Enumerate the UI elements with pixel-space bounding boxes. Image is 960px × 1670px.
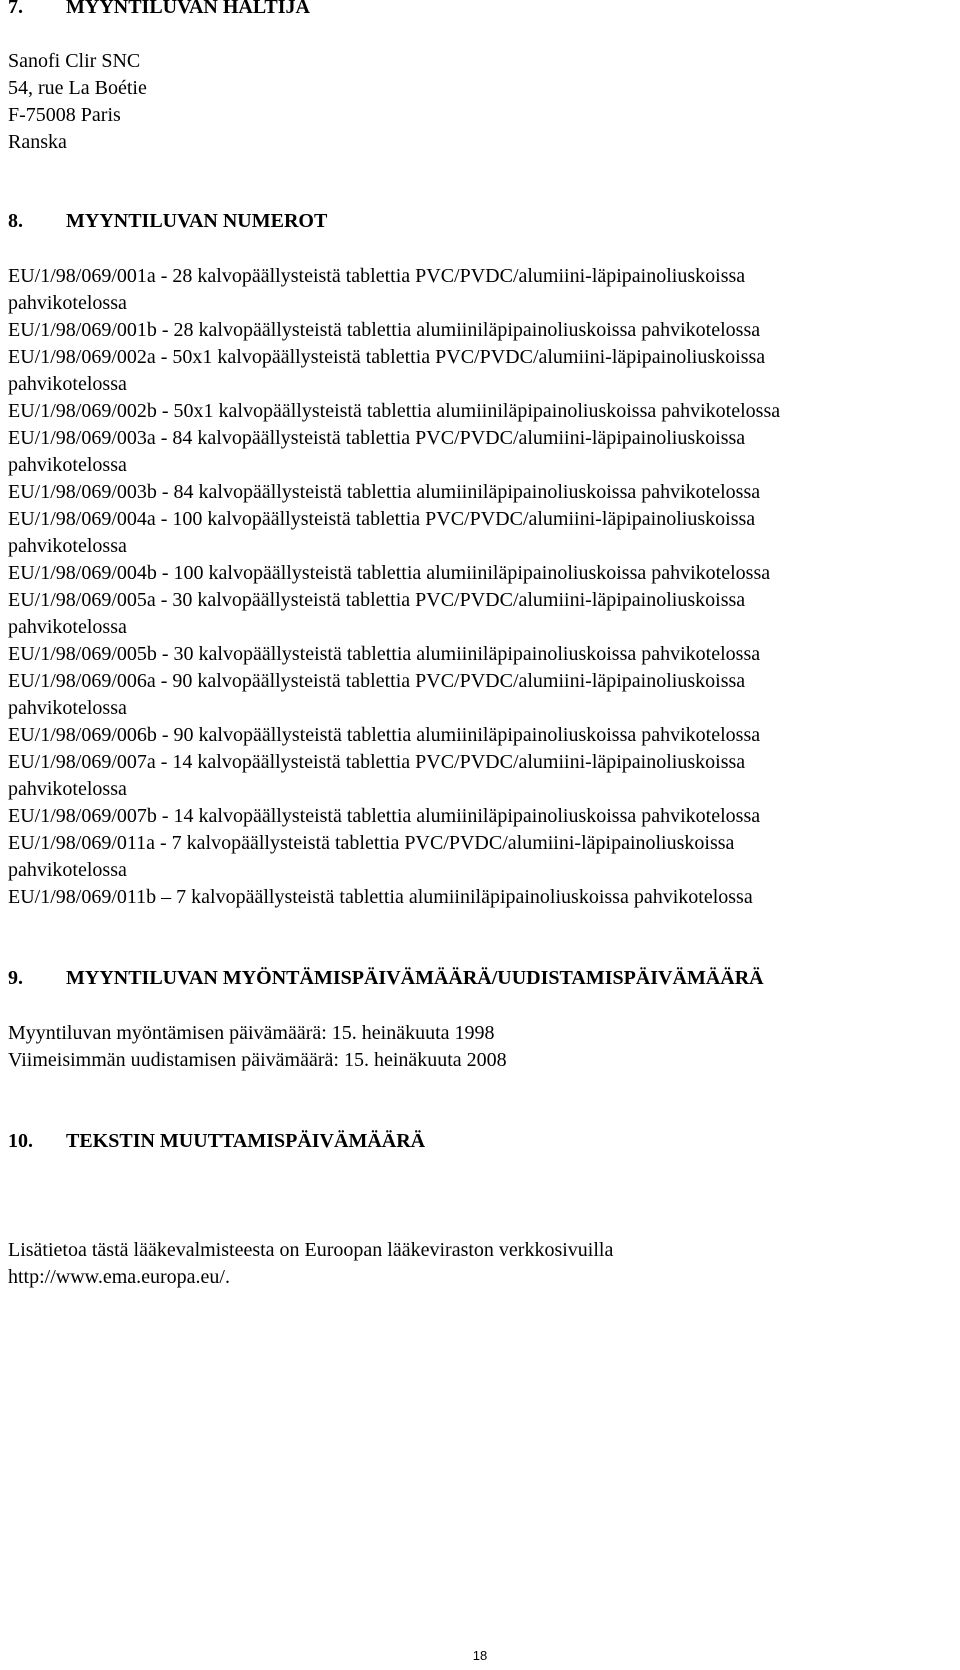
list-item — [8, 344, 938, 398]
list-item-text: EU/1/98/069/002b - 50x1 kalvopäällysteistä tablettia alumiiniläpipainoliuskoissa pahvikotelossa — [8, 400, 781, 422]
list-item-continuation: pahvikotelossa — [8, 292, 127, 314]
list-item — [8, 398, 938, 425]
section-7-number: 7. — [8, 0, 23, 18]
section-10-heading — [8, 1128, 938, 1155]
list-item-text: EU/1/98/069/003a - 84 kalvopäällysteistä tablettia PVC/PVDC/alumiini-läpipainoliuskoissa — [8, 427, 746, 449]
list-item-continuation: pahvikotelossa — [8, 454, 127, 476]
list-item-text: EU/1/98/069/005b - 30 kalvopäällysteistä tablettia alumiiniläpipainoliuskoissa pahvikotelossa — [8, 643, 761, 665]
list-item-continuation: pahvikotelossa — [8, 616, 127, 638]
more-information — [8, 1237, 938, 1291]
holder-country: Ranska — [8, 131, 67, 153]
list-item-text: EU/1/98/069/001a - 28 kalvopäällysteistä tablettia PVC/PVDC/alumiini-läpipainoliuskoissa — [8, 265, 746, 287]
section-8-title: MYYNTILUVAN NUMEROT — [66, 210, 328, 232]
list-item — [8, 479, 938, 506]
list-item-text: EU/1/98/069/001b - 28 kalvopäällysteistä tablettia alumiiniläpipainoliuskoissa pahvikotelossa — [8, 319, 761, 341]
renewal-date: Viimeisimmän uudistamisen päivämäärä: 15. heinäkuuta 2008 — [8, 1049, 507, 1071]
list-item — [8, 506, 938, 560]
section-9-heading — [8, 965, 938, 992]
holder-street: 54, rue La Boétie — [8, 77, 147, 99]
list-item — [8, 317, 938, 344]
ema-website-link[interactable]: http://www.ema.europa.eu/. — [8, 1266, 230, 1288]
list-item-text: EU/1/98/069/005a - 30 kalvopäällysteistä tablettia PVC/PVDC/alumiini-läpipainoliuskoissa — [8, 589, 746, 611]
section-8-number: 8. — [8, 210, 23, 232]
list-item-text: EU/1/98/069/011b – 7 kalvopäällysteistä tablettia alumiiniläpipainoliuskoissa pahvikotelossa — [8, 886, 753, 908]
section-7-heading — [8, 0, 938, 21]
list-item-continuation: pahvikotelossa — [8, 778, 127, 800]
list-item-text: EU/1/98/069/002a - 50x1 kalvopäällysteistä tablettia PVC/PVDC/alumiini-läpipainoliuskoissa — [8, 346, 766, 368]
list-item — [8, 803, 938, 830]
list-item — [8, 722, 938, 749]
list-item — [8, 263, 938, 317]
more-info-text: Lisätietoa tästä lääkevalmisteesta on Euroopan lääkeviraston verkkosivuilla — [8, 1239, 614, 1261]
list-item — [8, 425, 938, 479]
list-item-text: EU/1/98/069/011a - 7 kalvopäällysteistä tablettia PVC/PVDC/alumiini-läpipainoliuskoissa — [8, 832, 735, 854]
list-item-continuation: pahvikotelossa — [8, 859, 127, 881]
list-item-continuation: pahvikotelossa — [8, 373, 127, 395]
list-item — [8, 587, 938, 641]
list-item-continuation: pahvikotelossa — [8, 535, 127, 557]
list-item — [8, 560, 938, 587]
section-10-title: TEKSTIN MUUTTAMISPÄIVÄMÄÄRÄ — [66, 1130, 426, 1152]
list-item — [8, 749, 938, 803]
granted-date: Myyntiluvan myöntämisen päivämäärä: 15. heinäkuuta 1998 — [8, 1022, 495, 1044]
list-item — [8, 641, 938, 668]
document-page — [8, 0, 938, 1291]
list-item-text: EU/1/98/069/004b - 100 kalvopäällysteistä tablettia alumiiniläpipainoliuskoissa pahvikotelossa — [8, 562, 771, 584]
holder-city: F-75008 Paris — [8, 104, 121, 126]
section-7-title: MYYNTILUVAN HALTIJA — [66, 0, 310, 18]
list-item-text: EU/1/98/069/007a - 14 kalvopäällysteistä tablettia PVC/PVDC/alumiini-läpipainoliuskoissa — [8, 751, 746, 773]
list-item-text: EU/1/98/069/003b - 84 kalvopäällysteistä tablettia alumiiniläpipainoliuskoissa pahvikotelossa — [8, 481, 761, 503]
list-item-text: EU/1/98/069/004a - 100 kalvopäällysteistä tablettia PVC/PVDC/alumiini-läpipainoliuskoissa — [8, 508, 756, 530]
section-9-number: 9. — [8, 967, 23, 989]
list-item — [8, 668, 938, 722]
section-9-title: MYYNTILUVAN MYÖNTÄMISPÄIVÄMÄÄRÄ/UUDISTAMISPÄIVÄMÄÄRÄ — [66, 967, 764, 989]
list-item-continuation: pahvikotelossa — [8, 697, 127, 719]
list-item-text: EU/1/98/069/006a - 90 kalvopäällysteistä tablettia PVC/PVDC/alumiini-läpipainoliuskoissa — [8, 670, 746, 692]
holder-address — [8, 48, 938, 156]
authorisation-dates — [8, 1020, 938, 1074]
section-8-heading — [8, 208, 938, 235]
authorisation-number-list — [8, 263, 938, 911]
holder-name: Sanofi Clir SNC — [8, 50, 141, 72]
list-item-text: EU/1/98/069/006b - 90 kalvopäällysteistä tablettia alumiiniläpipainoliuskoissa pahvikotelossa — [8, 724, 761, 746]
list-item — [8, 830, 938, 884]
section-10-number: 10. — [8, 1130, 33, 1152]
page-number: 18 — [472, 1648, 488, 1663]
list-item-text: EU/1/98/069/007b - 14 kalvopäällysteistä tablettia alumiiniläpipainoliuskoissa pahvikotelossa — [8, 805, 761, 827]
list-item — [8, 884, 938, 911]
